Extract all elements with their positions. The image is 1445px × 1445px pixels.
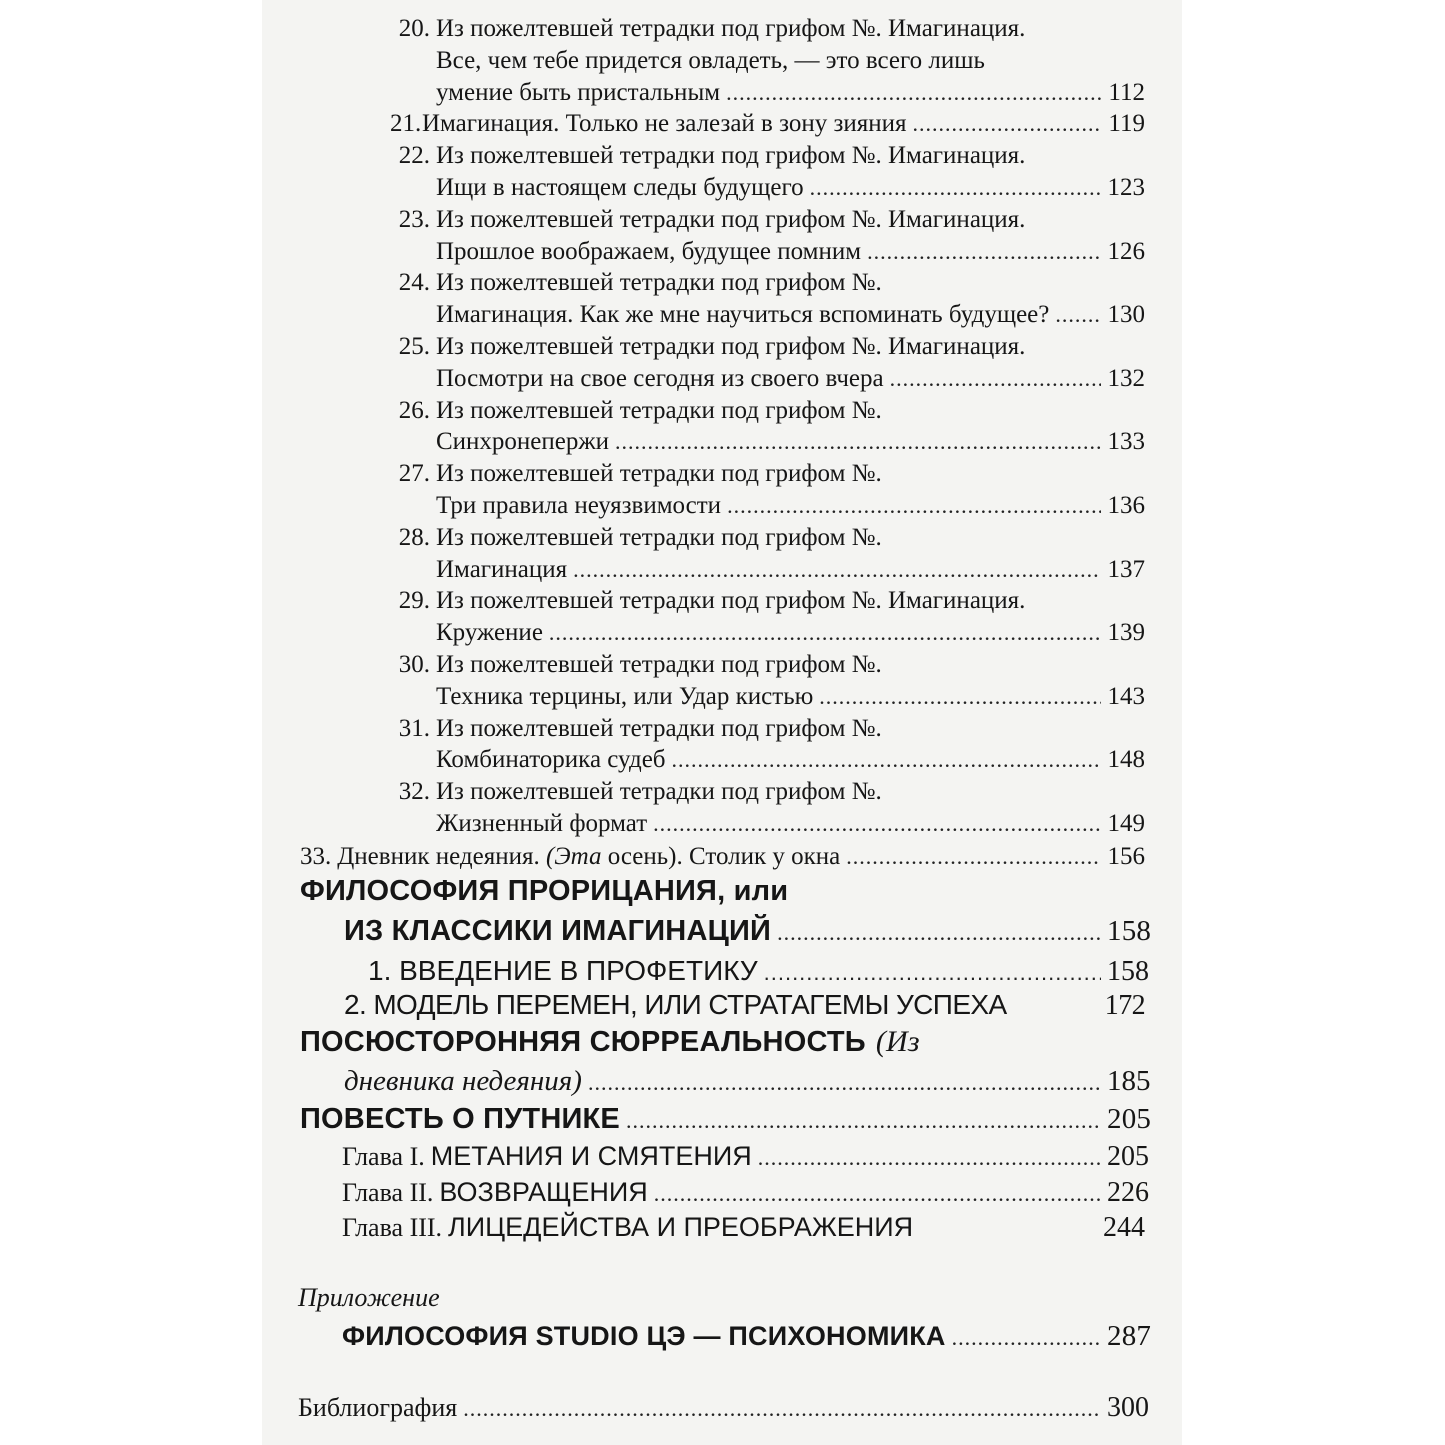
entry-number: 22. (398, 142, 430, 170)
page-number: 300 (1107, 1392, 1149, 1423)
entry-title: Синхронепержи (436, 428, 610, 456)
toc-entry-last-line (436, 493, 1145, 518)
book-page (262, 0, 1182, 1445)
section-title-prophecy-line2: ИЗ КЛАССИКИ ИМАГИНАЦИЙ ..... 158 (344, 917, 1145, 946)
dot-leader (890, 368, 1101, 390)
entry-title: Из пожелтевшей тетрадки под грифом №. (436, 523, 882, 551)
dot-leader (672, 749, 1101, 771)
entry-number: 32. (398, 778, 430, 806)
entry-title: Из пожелтевшей тетрадки под грифом №. (436, 714, 882, 742)
dot-leader (727, 495, 1101, 517)
entry-title: Из пожелтевшей тетрадки под грифом №. (436, 651, 882, 678)
entry-title: Из пожелтевшей тетрадки под грифом №. Имагинация. (436, 333, 1026, 360)
dot-leader (615, 431, 1101, 453)
entry-title: Комбинаторика судеб (436, 746, 666, 774)
toc-entry-33 (300, 844, 1145, 869)
entry-title: Техника терцины, или Удар кистью (436, 682, 814, 710)
page-number: 185 (1107, 1065, 1151, 1097)
dot-leader (952, 1327, 1101, 1349)
dot-leader (588, 1072, 1101, 1094)
entry-title: Из пожелтевшей тетрадки под грифом №. (436, 778, 882, 806)
entry-title: Три правила неуязвимости (436, 492, 722, 519)
toc-entry-line (390, 334, 1145, 359)
table-of-contents (262, 0, 1182, 1445)
dot-leader (573, 559, 1101, 581)
dot-leader (764, 962, 1101, 984)
toc-entry-last-line (436, 557, 1145, 582)
entry-title: Из пожелтевшей тетрадки под грифом №. (436, 460, 882, 488)
toc-entry-line (390, 143, 1145, 168)
page-number: 156 (1107, 843, 1145, 870)
toc-entry-line (390, 716, 1145, 741)
entry-title: Имагинация. Только не залезай в зону зияния (421, 110, 907, 138)
dot-leader (810, 177, 1101, 199)
dot-leader (846, 846, 1101, 868)
appendix-label: Приложение (298, 1283, 440, 1312)
chapter-2: Глава II. ВОЗВРАЩЕНИЯ ..... 226 (342, 1179, 1145, 1207)
toc-entry-last-line (436, 747, 1145, 772)
entry-number: 31. (398, 714, 430, 742)
entry-number: 21. (390, 110, 422, 138)
entry-number: 20. (398, 15, 430, 42)
entry-number: 29. (398, 587, 430, 615)
toc-entry-last-line (436, 239, 1145, 264)
entry-title: Имагинация (436, 555, 568, 583)
page-number: 123 (1107, 174, 1145, 201)
dot-leader (819, 686, 1101, 708)
toc-entry-last-line (436, 620, 1145, 645)
dot-leader (654, 1183, 1101, 1205)
entry-title: Все, чем тебе придется овладеть, — это всего лишь (436, 46, 985, 74)
page-number: 226 (1107, 1177, 1149, 1208)
page-number: 172 (1104, 990, 1145, 1021)
page-number: 158 (1107, 915, 1152, 947)
page-number: 244 (1103, 1212, 1145, 1243)
dot-leader (867, 241, 1101, 263)
dot-leader (549, 622, 1101, 644)
dot-leader (653, 813, 1101, 835)
page-number: 139 (1107, 619, 1145, 647)
section-title-wanderer: ПОВЕСТЬ О ПУТНИКЕ ..... 205 (300, 1105, 1145, 1134)
entry-title: Из пожелтевшей тетрадки под грифом №. (436, 269, 882, 297)
entry-title: Кружение (436, 619, 543, 647)
dot-leader (758, 1147, 1101, 1169)
toc-entry-line (390, 16, 1145, 41)
subsection-introduction: 1. ВВЕДЕНИЕ В ПРОФЕТИКУ ..... 158 (368, 957, 1145, 986)
page-number: 149 (1107, 810, 1145, 837)
toc-entry-line (390, 461, 1145, 486)
section-title-surreality-line2: дневника недеяния) ..... 185 (344, 1067, 1145, 1096)
entry-title: Из пожелтевшей тетрадки под грифом №. Имагинация. (436, 205, 1026, 233)
chapter-1: Глава I. МЕТАНИЯ И СМЯТЕНИЯ ..... 205 (342, 1143, 1145, 1171)
toc-entry-line (390, 652, 1145, 677)
page-number: 132 (1107, 364, 1145, 392)
toc-entry-line (390, 588, 1145, 613)
entry-title: Имагинация. Как же мне научиться вспоминать будущее? (436, 301, 1050, 329)
toc-entry-last-line (436, 429, 1145, 454)
dot-leader (726, 82, 1101, 104)
toc-entry-last-line (436, 811, 1145, 836)
page-number: 130 (1107, 301, 1145, 329)
entry-number: 26. (398, 396, 430, 424)
entry-title: Дневник недеяния. (Эта осень). Столик у окна (337, 843, 841, 870)
page-number: 136 (1107, 492, 1145, 519)
toc-entry-line (390, 525, 1145, 550)
entry-title: Жизненный формат (436, 810, 648, 837)
page-number: 148 (1107, 746, 1145, 774)
dot-leader (463, 1398, 1101, 1420)
entry-title: Прошлое воображаем, будущее помним (436, 237, 862, 265)
page-number: 112 (1108, 78, 1145, 106)
toc-entry-line (390, 270, 1145, 295)
section-title-prophecy: ФИЛОСОФИЯ ПРОРИЦАНИЯ, или (300, 875, 789, 907)
entry-number: 33. (300, 843, 332, 870)
entry-title: Ищи в настоящем следы будущего (436, 174, 804, 201)
page-number: 158 (1107, 956, 1149, 987)
page-number: 205 (1107, 1103, 1152, 1135)
dot-leader (777, 922, 1101, 944)
entry-title: Из пожелтевшей тетрадки под грифом №. Имагинация. (436, 587, 1026, 615)
section-title-surreality: ПОСЮСТОРОННЯЯ СЮРРЕАЛЬНОСТЬ (Из (300, 1025, 920, 1058)
page-number: 143 (1107, 682, 1145, 710)
entry-title: Из пожелтевшей тетрадки под грифом №. Имагинация. (436, 15, 1026, 42)
entry-number: 27. (398, 460, 430, 488)
toc-entry-last-line (436, 366, 1145, 391)
toc-entry-line (436, 48, 1145, 73)
entry-number: 28. (398, 523, 430, 551)
toc-entry-line (390, 779, 1145, 804)
entry-title: Из пожелтевшей тетрадки под грифом №. (436, 396, 882, 424)
page-number: 126 (1107, 237, 1145, 265)
toc-entry-line (390, 398, 1145, 423)
page-number: 205 (1107, 1141, 1149, 1172)
toc-entry-last-line (390, 111, 1145, 136)
dot-leader (626, 1110, 1101, 1132)
entry-title: Из пожелтевшей тетрадки под грифом №. Имагинация. (436, 142, 1026, 170)
chapter-3: Глава III. ЛИЦЕДЕЙСТВА И ПРЕОБРАЖЕНИЯ 244 (342, 1212, 1145, 1243)
toc-entry-last-line (436, 684, 1145, 709)
toc-entry-last-line (436, 175, 1145, 200)
entry-title: Посмотри на свое сегодня из своего вчера (436, 364, 884, 392)
page-number: 287 (1107, 1320, 1152, 1352)
bibliography-entry: Библиография ..... 300 (298, 1394, 1145, 1422)
entry-number: 30. (398, 651, 430, 678)
entry-number: 24. (398, 269, 430, 297)
page-number: 137 (1107, 555, 1145, 583)
dot-leader (1055, 304, 1101, 326)
dot-leader (912, 113, 1101, 135)
page-number: 119 (1108, 110, 1145, 138)
entry-number: 23. (398, 205, 430, 233)
entry-number: 25. (398, 333, 430, 360)
toc-entry-last-line (436, 302, 1145, 327)
page-number: 133 (1107, 428, 1145, 456)
toc-entry-line (390, 207, 1145, 232)
appendix-title: ФИЛОСОФИЯ STUDIO ЦЭ — ПСИХОНОМИКА ..... 287 (342, 1322, 1145, 1351)
toc-entry-last-line (436, 80, 1145, 105)
subsection-model-of-changes: 2. МОДЕЛЬ ПЕРЕМЕН, ИЛИ СТРАТАГЕМЫ УСПЕХА 172 (344, 989, 1145, 1021)
entry-title: умение быть пристальным (436, 78, 721, 106)
